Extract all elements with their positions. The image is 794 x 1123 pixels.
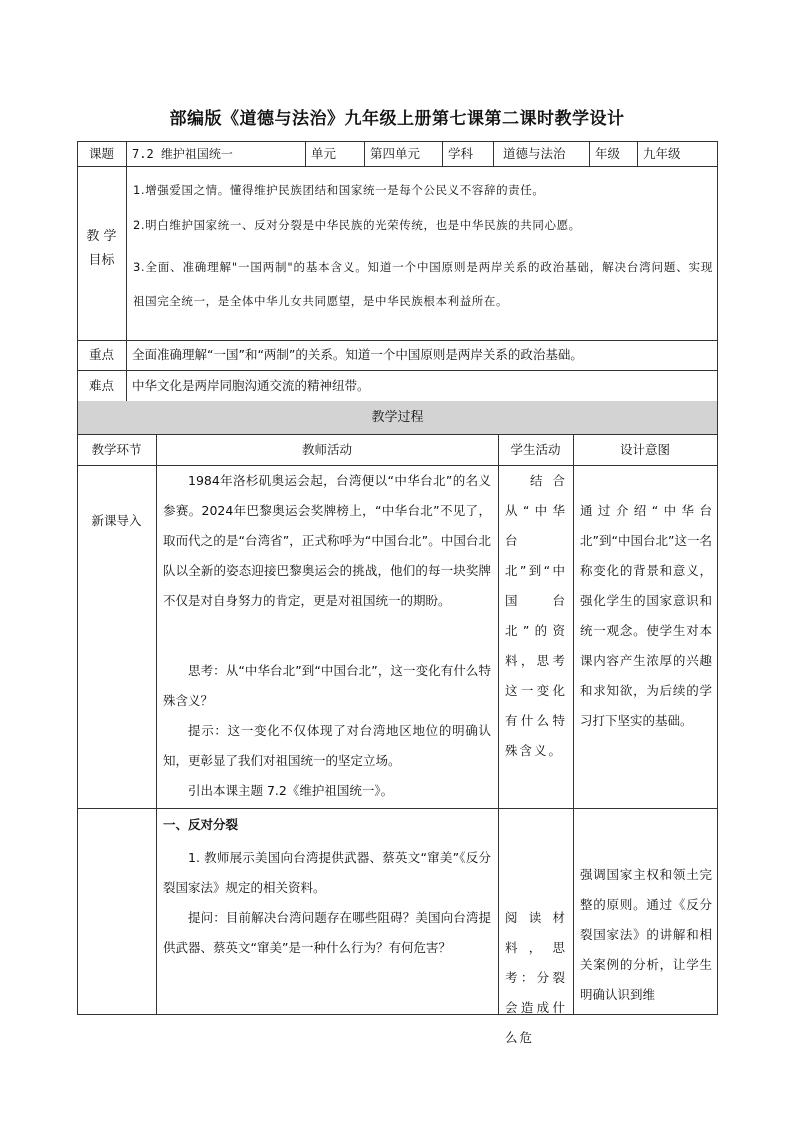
teacher-paragraph: 1. 教师展示美国向台湾提供武器、蔡英文“窜美”《反分裂国家法》规定的相关资料。	[163, 850, 491, 895]
design-intent-intro: 通过介绍“中华台北”到“中国台北”这一名称变化的背景和意义，强化学生的国家意识和统一观念。使学生对本课内容产生浓厚的兴趣和求知欲，为后续的学习打下坚实的基础。	[580, 503, 712, 728]
process-title: 教学过程	[371, 409, 424, 425]
teacher-paragraph: 提示：这一变化不仅体现了对台湾地区地位的明确认知，更彰显了我们对祖国统一的坚定立场。	[163, 723, 491, 768]
teacher-paragraph: 提问：目前解决台湾问题存在哪些阻碍？美国向台湾提供武器、蔡英文“窜美”是一种什么行为？有何危害？	[163, 910, 491, 955]
objective-item-3: 3.全面、准确理解"一国两制"的基本含义。知道一个中国原则是两岸关系的政治基础，解决台湾问题、实现祖国完全统一，是全体中华儿女共同愿望，是中华民族根本利益所在。	[133, 260, 713, 308]
page-title: 部编版《道德与法治》九年级上册第七课第二课时教学设计	[169, 109, 625, 129]
section-heading: 一、反对分裂	[163, 817, 239, 832]
student-activity-section-one: 阅读材料，思考：分裂会造成什么危	[505, 910, 567, 1045]
teacher-paragraph: 1984年洛杉矶奥运会起，台湾便以“中华台北”的名义参赛。2024年巴黎奥运会奖牌榜上，“中华台北”不见了，取而代之的是“台湾省”，正式称呼为“中国台北”。中国台北队以全新的姿态迎接巴黎奥运会的挑战，他们的每一块奖牌不仅是对自身努力的肯定，更是对祖国统一的期盼。	[163, 473, 491, 608]
student-activity-intro: 结合从“中华台北”到“中国台北”的资料，思考这一变化有什么特殊含义。	[505, 473, 567, 758]
key-point-label: 重点	[88, 347, 114, 362]
teacher-paragraph: 思考：从“中华台北”到“中国台北”，这一变化有什么特殊含义？	[163, 663, 491, 708]
unit-value: 第四单元	[370, 145, 421, 161]
objectives-label-line-2: 目标	[88, 253, 115, 268]
difficulty-text: 中华文化是两岸同胞沟通交流的精神纽带。	[132, 377, 370, 393]
column-header-student: 学生活动	[510, 441, 561, 457]
subject-value: 道德与法治	[503, 145, 566, 161]
column-header-intent: 设计意图	[619, 441, 670, 457]
difficulty-label: 难点	[88, 377, 114, 393]
objectives-label	[77, 225, 126, 273]
stage-intro: 新课导入	[91, 513, 142, 528]
lesson-value: 7.2 维护祖国统一	[132, 146, 233, 161]
subject-label: 学科	[448, 145, 474, 161]
design-intent-section-one: 强调国家主权和领土完整的原则。通过《反分裂国家法》的讲解和相关案例的分析，让学生明确认识到维	[580, 867, 712, 1002]
column-header-teacher: 教师活动	[301, 441, 352, 457]
objective-item-1: 1.增强爱国之情。懂得维护民族团结和国家统一是每个公民义不容辞的责任。	[133, 183, 545, 197]
column-header-stage: 教学环节	[91, 441, 142, 457]
grade-label: 年级	[595, 145, 621, 161]
lesson-label: 课题	[88, 145, 114, 161]
key-point-text: 全面准确理解“一国”和“两制”的关系。知道一个中国原则是两岸关系的政治基础。	[132, 347, 583, 362]
unit-label: 单元	[311, 145, 337, 161]
objective-item-2: 2.明白维护国家统一、反对分裂是中华民族的光荣传统，也是中华民族的共同心愿。	[133, 218, 581, 232]
objectives-label-line-1: 教 学	[86, 229, 117, 244]
teacher-paragraph: 引出本课主题 7.2《维护祖国统一》。	[188, 783, 394, 798]
grade-value: 九年级	[643, 145, 681, 161]
